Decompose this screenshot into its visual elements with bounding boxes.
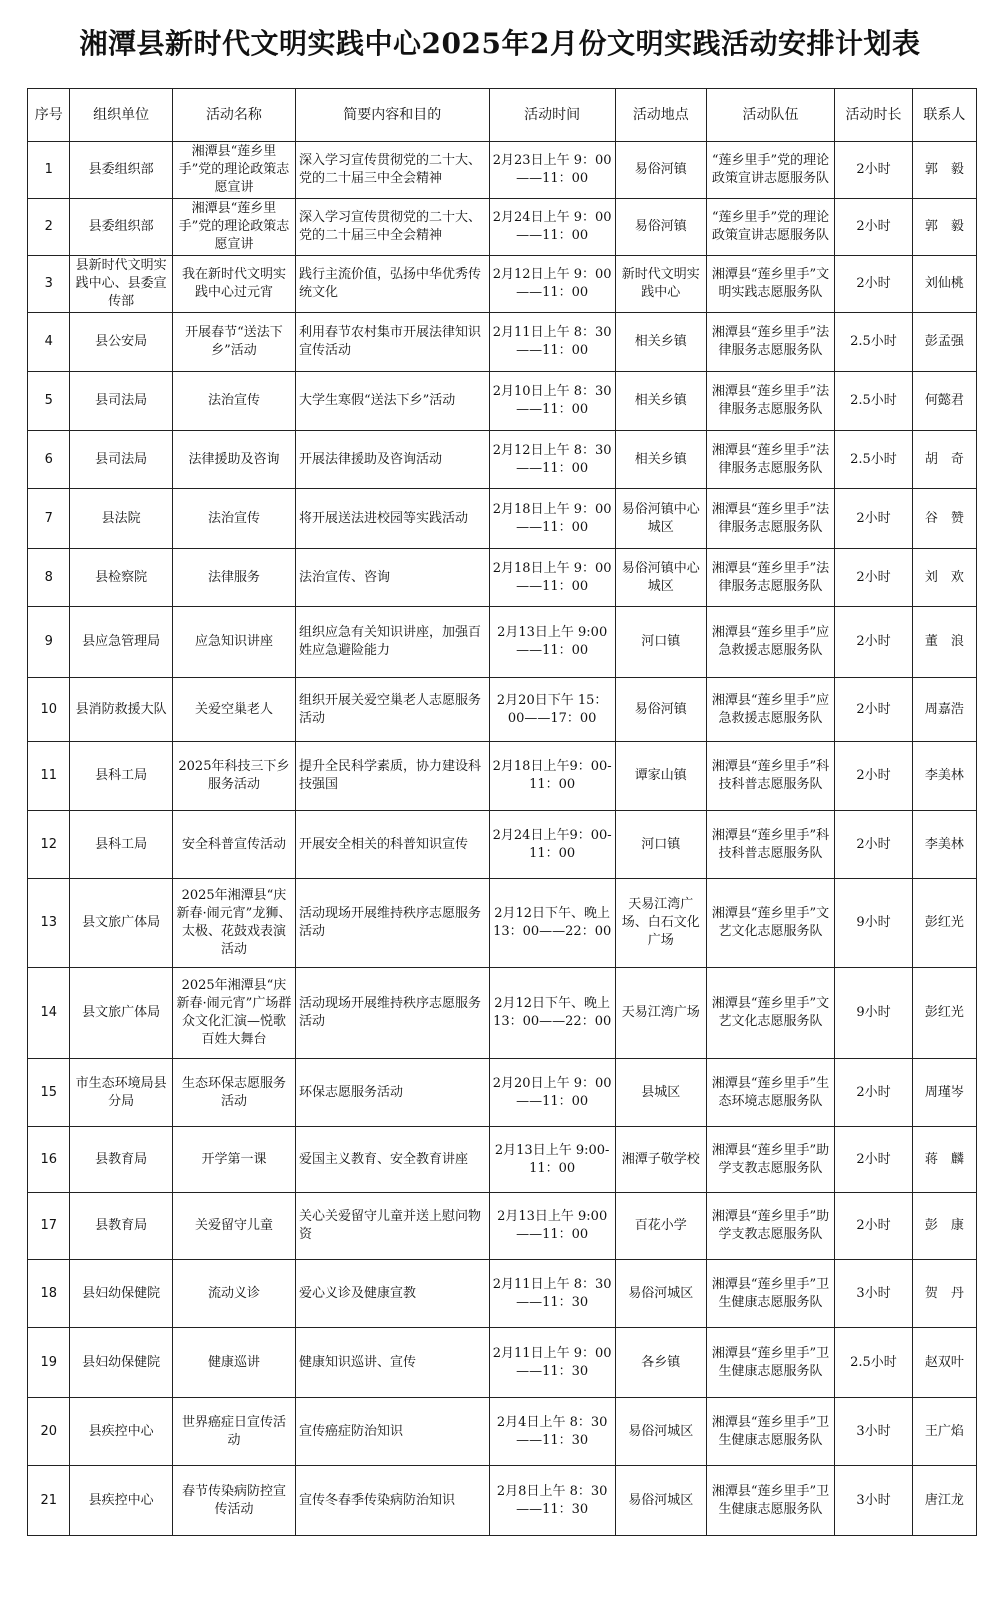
row-team: 湘潭县“莲乡里手”法律服务志愿服务队 (706, 549, 834, 607)
table-row (28, 811, 977, 879)
row-content: 组织应急有关知识讲座，加强百姓应急避险能力 (296, 607, 490, 678)
row-duration: 2小时 (835, 742, 913, 811)
row-seq: 2 (28, 199, 70, 256)
row-team: 湘潭县“莲乡里手”应急救援志愿服务队 (706, 607, 834, 678)
row-org: 县消防救援大队 (70, 678, 172, 742)
row-org: 县教育局 (70, 1127, 172, 1193)
table-row (28, 1059, 977, 1127)
row-place: 湘潭子敬学校 (615, 1127, 706, 1193)
row-content: 活动现场开展维持秩序志愿服务活动 (296, 968, 490, 1059)
row-contact: 李美林 (912, 742, 976, 811)
row-time: 2月4日上午 8：30——11：30 (489, 1398, 615, 1466)
table-row (28, 313, 977, 372)
header-place: 活动地点 (615, 89, 706, 142)
row-time: 2月24日上午 9：00——11：00 (489, 199, 615, 256)
row-activity-name: 我在新时代文明实践中心过元宵 (172, 256, 295, 313)
row-place: 易俗河镇中心城区 (615, 489, 706, 549)
table-row (28, 879, 977, 968)
row-activity-name: 湘潭县“莲乡里手”党的理论政策志愿宣讲 (172, 142, 295, 199)
row-seq: 18 (28, 1260, 70, 1328)
row-time: 2月12日上午 9：00——11：00 (489, 256, 615, 313)
page-title: 湘潭县新时代文明实践中心2025年2月份文明实践活动安排计划表 (79, 27, 921, 60)
row-seq: 9 (28, 607, 70, 678)
row-time: 2月12日下午、晚上13：00——22：00 (489, 968, 615, 1059)
row-time: 2月8日上午 8：30——11：30 (489, 1466, 615, 1536)
row-activity-name: 健康巡讲 (172, 1328, 295, 1398)
row-activity-name: 关爱空巢老人 (172, 678, 295, 742)
table-row (28, 489, 977, 549)
row-duration: 2小时 (835, 256, 913, 313)
header-org: 组织单位 (70, 89, 172, 142)
row-team: “莲乡里手”党的理论政策宣讲志愿服务队 (706, 199, 834, 256)
row-content: 组织开展关爱空巢老人志愿服务活动 (296, 678, 490, 742)
row-duration: 2小时 (835, 607, 913, 678)
row-place: 河口镇 (615, 607, 706, 678)
row-org: 县新时代文明实践中心、县委宣传部 (70, 256, 172, 313)
row-content: 宣传冬春季传染病防治知识 (296, 1466, 490, 1536)
row-contact: 李美林 (912, 811, 976, 879)
row-team: 湘潭县“莲乡里手”生态环境志愿服务队 (706, 1059, 834, 1127)
row-org: 县检察院 (70, 549, 172, 607)
row-place: 新时代文明实践中心 (615, 256, 706, 313)
table-row (28, 1193, 977, 1260)
row-contact: 周嘉浩 (912, 678, 976, 742)
row-contact: 彭 康 (912, 1193, 976, 1260)
row-duration: 3小时 (835, 1260, 913, 1328)
row-place: 易俗河镇 (615, 142, 706, 199)
row-org: 县文旅广体局 (70, 968, 172, 1059)
row-time: 2月18日上午 9：00——11：00 (489, 489, 615, 549)
row-duration: 2小时 (835, 1059, 913, 1127)
row-team: 湘潭县“莲乡里手”科技科普志愿服务队 (706, 811, 834, 879)
row-contact: 蒋 麟 (912, 1127, 976, 1193)
table-row (28, 1127, 977, 1193)
row-seq: 19 (28, 1328, 70, 1398)
row-org: 县科工局 (70, 742, 172, 811)
table-row (28, 607, 977, 678)
row-seq: 4 (28, 313, 70, 372)
row-time: 2月18日上午 9：00——11：00 (489, 549, 615, 607)
row-time: 2月12日下午、晚上13：00——22：00 (489, 879, 615, 968)
row-place: 易俗河城区 (615, 1466, 706, 1536)
row-team: 湘潭县“莲乡里手”助学支教志愿服务队 (706, 1127, 834, 1193)
row-org: 县妇幼保健院 (70, 1328, 172, 1398)
row-seq: 12 (28, 811, 70, 879)
row-place: 相关乡镇 (615, 372, 706, 431)
row-content: 爱国主义教育、安全教育讲座 (296, 1127, 490, 1193)
activity-plan-table (27, 88, 977, 1536)
row-activity-name: 世界癌症日宣传活动 (172, 1398, 295, 1466)
row-team: 湘潭县“莲乡里手”卫生健康志愿服务队 (706, 1466, 834, 1536)
row-place: 百花小学 (615, 1193, 706, 1260)
row-seq: 1 (28, 142, 70, 199)
row-seq: 15 (28, 1059, 70, 1127)
row-content: 深入学习宣传贯彻党的二十大、党的二十届三中全会精神 (296, 142, 490, 199)
header-content: 简要内容和目的 (296, 89, 490, 142)
row-time: 2月13日上午 9:00——11：00 (489, 607, 615, 678)
header-time: 活动时间 (489, 89, 615, 142)
table-row (28, 1260, 977, 1328)
row-contact: 董 浪 (912, 607, 976, 678)
row-activity-name: 开学第一课 (172, 1127, 295, 1193)
table-row (28, 549, 977, 607)
row-seq: 6 (28, 431, 70, 489)
row-content: 开展法律援助及咨询活动 (296, 431, 490, 489)
row-activity-name: 开展春节“送法下乡”活动 (172, 313, 295, 372)
row-team: 湘潭县“莲乡里手”卫生健康志愿服务队 (706, 1398, 834, 1466)
row-time: 2月12日上午 8：30——11：00 (489, 431, 615, 489)
row-team: 湘潭县“莲乡里手”文艺文化志愿服务队 (706, 879, 834, 968)
row-duration: 2.5小时 (835, 313, 913, 372)
row-contact: 胡 奇 (912, 431, 976, 489)
row-duration: 2小时 (835, 1127, 913, 1193)
row-duration: 2小时 (835, 142, 913, 199)
row-seq: 10 (28, 678, 70, 742)
row-place: 天易江湾广场 (615, 968, 706, 1059)
row-org: 县科工局 (70, 811, 172, 879)
row-content: 活动现场开展维持秩序志愿服务活动 (296, 879, 490, 968)
row-time: 2月13日上午 9:00-11：00 (489, 1127, 615, 1193)
row-duration: 2小时 (835, 678, 913, 742)
row-duration: 2.5小时 (835, 372, 913, 431)
row-team: 湘潭县“莲乡里手”法律服务志愿服务队 (706, 313, 834, 372)
row-time: 2月20日上午 9：00——11：00 (489, 1059, 615, 1127)
row-team: 湘潭县“莲乡里手”法律服务志愿服务队 (706, 431, 834, 489)
row-activity-name: 法治宣传 (172, 489, 295, 549)
row-contact: 王广焰 (912, 1398, 976, 1466)
row-team: 湘潭县“莲乡里手”应急救援志愿服务队 (706, 678, 834, 742)
row-time: 2月11日上午 8：30——11：30 (489, 1260, 615, 1328)
row-place: 天易江湾广场、白石文化广场 (615, 879, 706, 968)
row-content: 深入学习宣传贯彻党的二十大、党的二十届三中全会精神 (296, 199, 490, 256)
row-team: 湘潭县“莲乡里手”助学支教志愿服务队 (706, 1193, 834, 1260)
row-place: 易俗河镇 (615, 678, 706, 742)
row-seq: 17 (28, 1193, 70, 1260)
row-contact: 郭 毅 (912, 199, 976, 256)
row-place: 易俗河城区 (615, 1260, 706, 1328)
row-time: 2月23日上午 9：00——11：00 (489, 142, 615, 199)
row-duration: 9小时 (835, 879, 913, 968)
table-row (28, 142, 977, 199)
row-content: 健康知识巡讲、宣传 (296, 1328, 490, 1398)
row-activity-name: 法律援助及咨询 (172, 431, 295, 489)
row-team: 湘潭县“莲乡里手”文艺文化志愿服务队 (706, 968, 834, 1059)
row-activity-name: 关爱留守儿童 (172, 1193, 295, 1260)
row-org: 县应急管理局 (70, 607, 172, 678)
row-time: 2月11日上午 8：30——11：00 (489, 313, 615, 372)
row-seq: 11 (28, 742, 70, 811)
row-content: 大学生寒假“送法下乡”活动 (296, 372, 490, 431)
table-row (28, 1466, 977, 1536)
row-place: 相关乡镇 (615, 313, 706, 372)
row-seq: 14 (28, 968, 70, 1059)
row-org: 县司法局 (70, 372, 172, 431)
header-seq: 序号 (28, 89, 70, 142)
row-contact: 彭红光 (912, 968, 976, 1059)
row-seq: 21 (28, 1466, 70, 1536)
row-activity-name: 生态环保志愿服务活动 (172, 1059, 295, 1127)
row-contact: 谷 赞 (912, 489, 976, 549)
header-activity-name: 活动名称 (172, 89, 295, 142)
row-contact: 唐江龙 (912, 1466, 976, 1536)
row-seq: 5 (28, 372, 70, 431)
row-org: 县委组织部 (70, 199, 172, 256)
row-org: 市生态环境局县分局 (70, 1059, 172, 1127)
row-place: 河口镇 (615, 811, 706, 879)
row-place: 相关乡镇 (615, 431, 706, 489)
row-seq: 7 (28, 489, 70, 549)
row-team: 湘潭县“莲乡里手”法律服务志愿服务队 (706, 372, 834, 431)
row-content: 践行主流价值，弘扬中华优秀传统文化 (296, 256, 490, 313)
table-body (28, 142, 977, 1536)
row-contact: 何懿君 (912, 372, 976, 431)
row-org: 县司法局 (70, 431, 172, 489)
row-activity-name: 2025年科技三下乡服务活动 (172, 742, 295, 811)
row-team: 湘潭县“莲乡里手”文明实践志愿服务队 (706, 256, 834, 313)
table-row (28, 199, 977, 256)
row-time: 2月13日上午 9:00——11：00 (489, 1193, 615, 1260)
row-team: 湘潭县“莲乡里手”法律服务志愿服务队 (706, 489, 834, 549)
row-place: 各乡镇 (615, 1328, 706, 1398)
table-header-row (28, 89, 977, 142)
row-org: 县教育局 (70, 1193, 172, 1260)
row-duration: 2小时 (835, 489, 913, 549)
row-duration: 2小时 (835, 811, 913, 879)
row-contact: 刘 欢 (912, 549, 976, 607)
row-content: 开展安全相关的科普知识宣传 (296, 811, 490, 879)
row-contact: 郭 毅 (912, 142, 976, 199)
row-activity-name: 春节传染病防控宣传活动 (172, 1466, 295, 1536)
row-seq: 20 (28, 1398, 70, 1466)
row-activity-name: 应急知识讲座 (172, 607, 295, 678)
row-place: 易俗河镇 (615, 199, 706, 256)
table-row (28, 678, 977, 742)
row-content: 宣传癌症防治知识 (296, 1398, 490, 1466)
row-duration: 3小时 (835, 1466, 913, 1536)
row-duration: 2小时 (835, 199, 913, 256)
header-team: 活动队伍 (706, 89, 834, 142)
row-content: 爱心义诊及健康宣教 (296, 1260, 490, 1328)
row-team: 湘潭县“莲乡里手”卫生健康志愿服务队 (706, 1260, 834, 1328)
row-org: 县文旅广体局 (70, 879, 172, 968)
row-activity-name: 2025年湘潭县“庆新春·闹元宵”广场群众文化汇演—悦歌百姓大舞台 (172, 968, 295, 1059)
table-row (28, 431, 977, 489)
row-contact: 贺 丹 (912, 1260, 976, 1328)
row-duration: 2小时 (835, 1193, 913, 1260)
row-place: 易俗河镇中心城区 (615, 549, 706, 607)
row-org: 县公安局 (70, 313, 172, 372)
table-row (28, 968, 977, 1059)
row-activity-name: 法律服务 (172, 549, 295, 607)
row-contact: 彭红光 (912, 879, 976, 968)
row-seq: 16 (28, 1127, 70, 1193)
header-contact: 联系人 (912, 89, 976, 142)
row-time: 2月20日下午 15：00——17：00 (489, 678, 615, 742)
row-time: 2月18日上午9：00-11：00 (489, 742, 615, 811)
row-activity-name: 安全科普宣传活动 (172, 811, 295, 879)
row-duration: 9小时 (835, 968, 913, 1059)
table-row (28, 372, 977, 431)
row-contact: 赵双叶 (912, 1328, 976, 1398)
row-team: 湘潭县“莲乡里手”卫生健康志愿服务队 (706, 1328, 834, 1398)
table-row (28, 1328, 977, 1398)
row-content: 关心关爱留守儿童并送上慰问物资 (296, 1193, 490, 1260)
row-org: 县妇幼保健院 (70, 1260, 172, 1328)
row-duration: 2.5小时 (835, 431, 913, 489)
row-seq: 13 (28, 879, 70, 968)
row-contact: 刘仙桃 (912, 256, 976, 313)
row-activity-name: 湘潭县“莲乡里手”党的理论政策志愿宣讲 (172, 199, 295, 256)
row-activity-name: 2025年湘潭县“庆新春·闹元宵”龙狮、太极、花鼓戏表演活动 (172, 879, 295, 968)
row-activity-name: 流动义诊 (172, 1260, 295, 1328)
row-time: 2月11日上午 9：00——11：30 (489, 1328, 615, 1398)
row-org: 县法院 (70, 489, 172, 549)
row-duration: 2.5小时 (835, 1328, 913, 1398)
table-row (28, 256, 977, 313)
row-place: 谭家山镇 (615, 742, 706, 811)
row-time: 2月24日上午9：00-11：00 (489, 811, 615, 879)
row-content: 利用春节农村集市开展法律知识宣传活动 (296, 313, 490, 372)
row-contact: 彭孟强 (912, 313, 976, 372)
row-org: 县疾控中心 (70, 1466, 172, 1536)
row-seq: 8 (28, 549, 70, 607)
row-content: 法治宣传、咨询 (296, 549, 490, 607)
row-place: 县城区 (615, 1059, 706, 1127)
row-time: 2月10日上午 8：30——11：00 (489, 372, 615, 431)
row-duration: 2小时 (835, 549, 913, 607)
row-org: 县疾控中心 (70, 1398, 172, 1466)
row-team: “莲乡里手”党的理论政策宣讲志愿服务队 (706, 142, 834, 199)
row-contact: 周瑾岑 (912, 1059, 976, 1127)
row-team: 湘潭县“莲乡里手”科技科普志愿服务队 (706, 742, 834, 811)
row-content: 环保志愿服务活动 (296, 1059, 490, 1127)
header-duration: 活动时长 (835, 89, 913, 142)
row-place: 易俗河城区 (615, 1398, 706, 1466)
row-seq: 3 (28, 256, 70, 313)
row-activity-name: 法治宣传 (172, 372, 295, 431)
row-content: 提升全民科学素质，协力建设科技强国 (296, 742, 490, 811)
row-org: 县委组织部 (70, 142, 172, 199)
row-content: 将开展送法进校园等实践活动 (296, 489, 490, 549)
row-duration: 3小时 (835, 1398, 913, 1466)
table-row (28, 1398, 977, 1466)
table-row (28, 742, 977, 811)
